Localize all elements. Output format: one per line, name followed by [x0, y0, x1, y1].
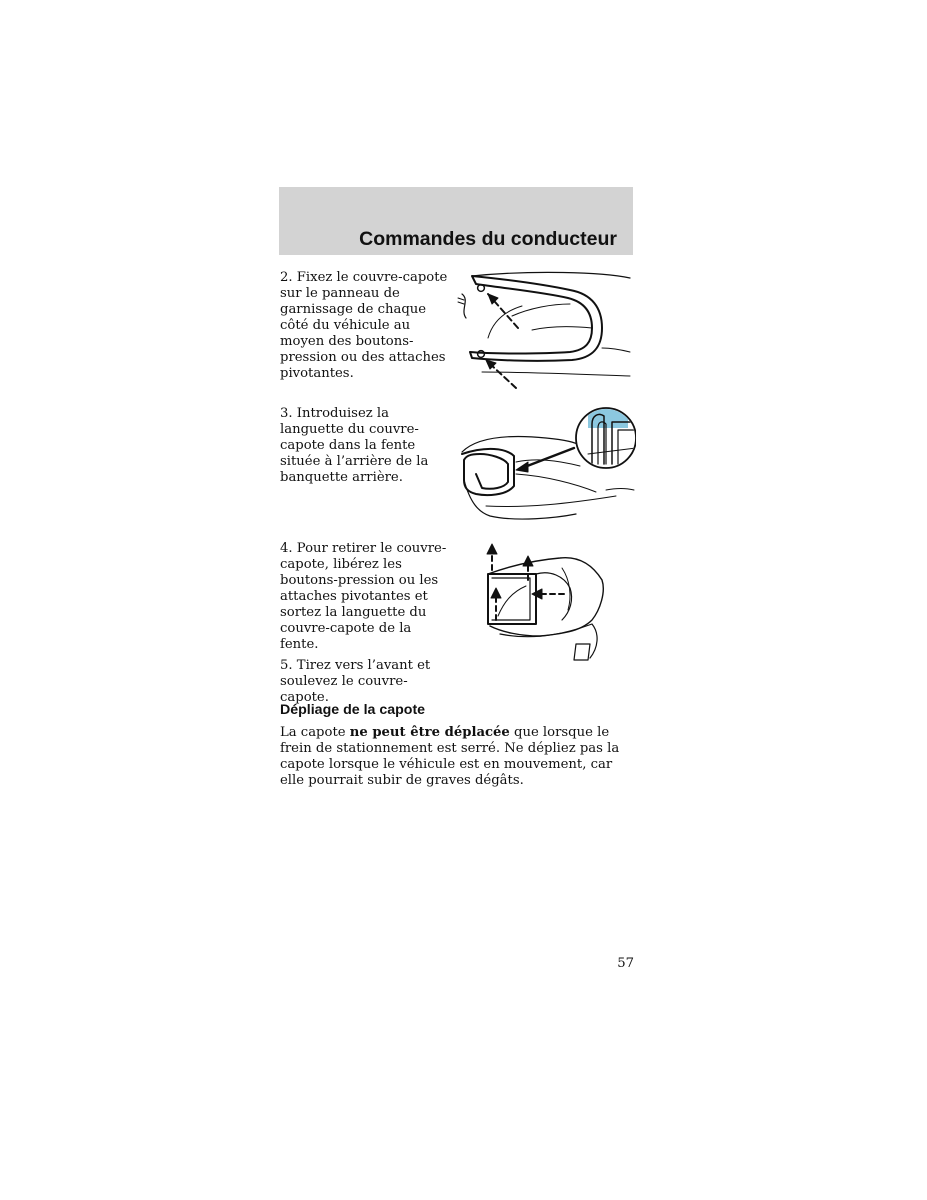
header-band: [279, 187, 633, 255]
step-4-text: 4. Pour retirer le couvre-capote, libérez les boutons-pression ou les attaches pivotantes et sortez la languette du couvre-capote de la fente.: [280, 541, 447, 652]
cover-tongue-slot-illustration: [456, 404, 636, 528]
page-number: 57: [617, 956, 634, 971]
paragraph-emphasis: ne peut être déplacée: [349, 725, 510, 740]
step-5-text: 5. Tirez vers l’avant et soulevez le couvre-capote.: [280, 658, 431, 705]
cover-snap-fastening-illustration: [452, 268, 632, 396]
section-paragraph: [280, 725, 635, 789]
cover-removal-illustration: [480, 540, 608, 670]
section-heading: Dépliage de la capote: [280, 702, 426, 718]
paragraph-text-end: que lorsque le frein de stationnement est serré. Ne dépliez pas la capote lorsque le véhicule est en mouvement, car elle pourrait subir de graves dégâts.: [280, 725, 620, 788]
step-2-text: 2. Fixez le couvre-capote sur le panneau de garnissage de chaque côté du véhicule au moyen des boutons-pression ou des attaches pivotantes.: [280, 270, 448, 381]
page-title: Commandes du conducteur: [359, 228, 617, 250]
paragraph-text-start: La capote: [280, 725, 350, 740]
step-3-text: 3. Introduisez la languette du couvre-capote dans la fente située à l’arrière de la banquette arrière.: [280, 406, 429, 485]
